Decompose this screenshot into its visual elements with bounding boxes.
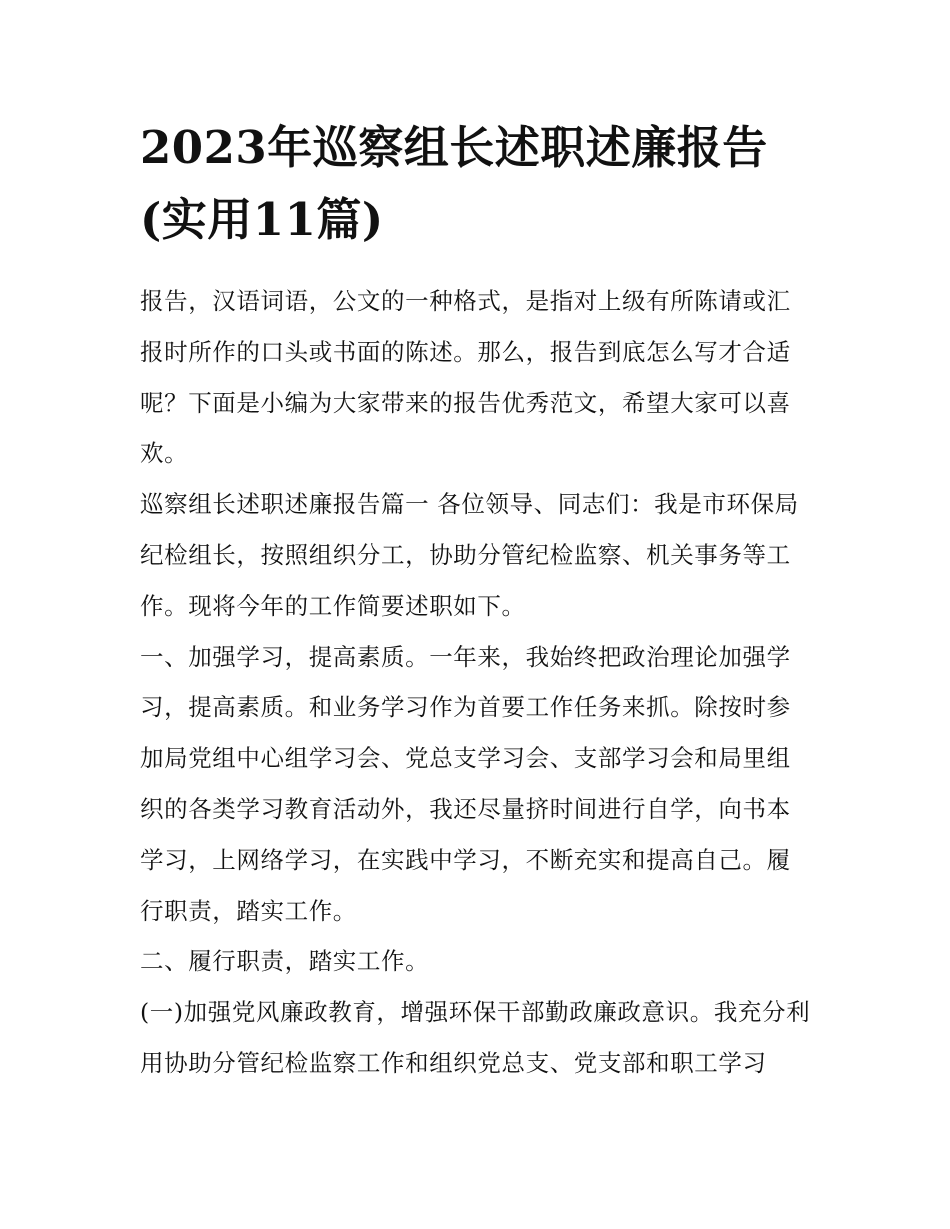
document-title: 2023年巡察组长述职述廉报告(实用11篇) xyxy=(140,121,768,246)
section-two-heading: 二、履行职责，踏实工作。 xyxy=(140,947,430,976)
subsection-one-paragraph: (一)加强党风廉政教育，增强环保干部勤政廉政意识。我充分利用协助分管纪检监察工作和组织党总支、党支部和职工学习 xyxy=(140,998,811,1077)
document-body xyxy=(140,112,812,1089)
intro-paragraph: 报告，汉语词语，公文的一种格式，是指对上级有所陈请或汇报时所作的口头或书面的陈述。那么，报告到底怎么写才合适呢？下面是小编为大家带来的报告优秀范文，希望大家可以喜欢。 xyxy=(140,287,791,468)
section-one-paragraph: 一、加强学习，提高素质。一年来，我始终把政治理论加强学习，提高素质。和业务学习作为首要工作任务来抓。除按时参加局党组中心组学习会、党总支学习会、支部学习会和局里组织的各类学习教育活动外，我还尽量挤时间进行自学，向书本学习，上网络学习，在实践中学习，不断充实和提高自己。履行职责，踏实工作。 xyxy=(140,642,791,925)
opening-paragraph: 巡察组长述职述廉报告篇一 各位领导、同志们：我是市环保局纪检组长，按照组织分工，协助分管纪检监察、机关事务等工作。现将今年的工作简要述职如下。 xyxy=(140,490,799,620)
